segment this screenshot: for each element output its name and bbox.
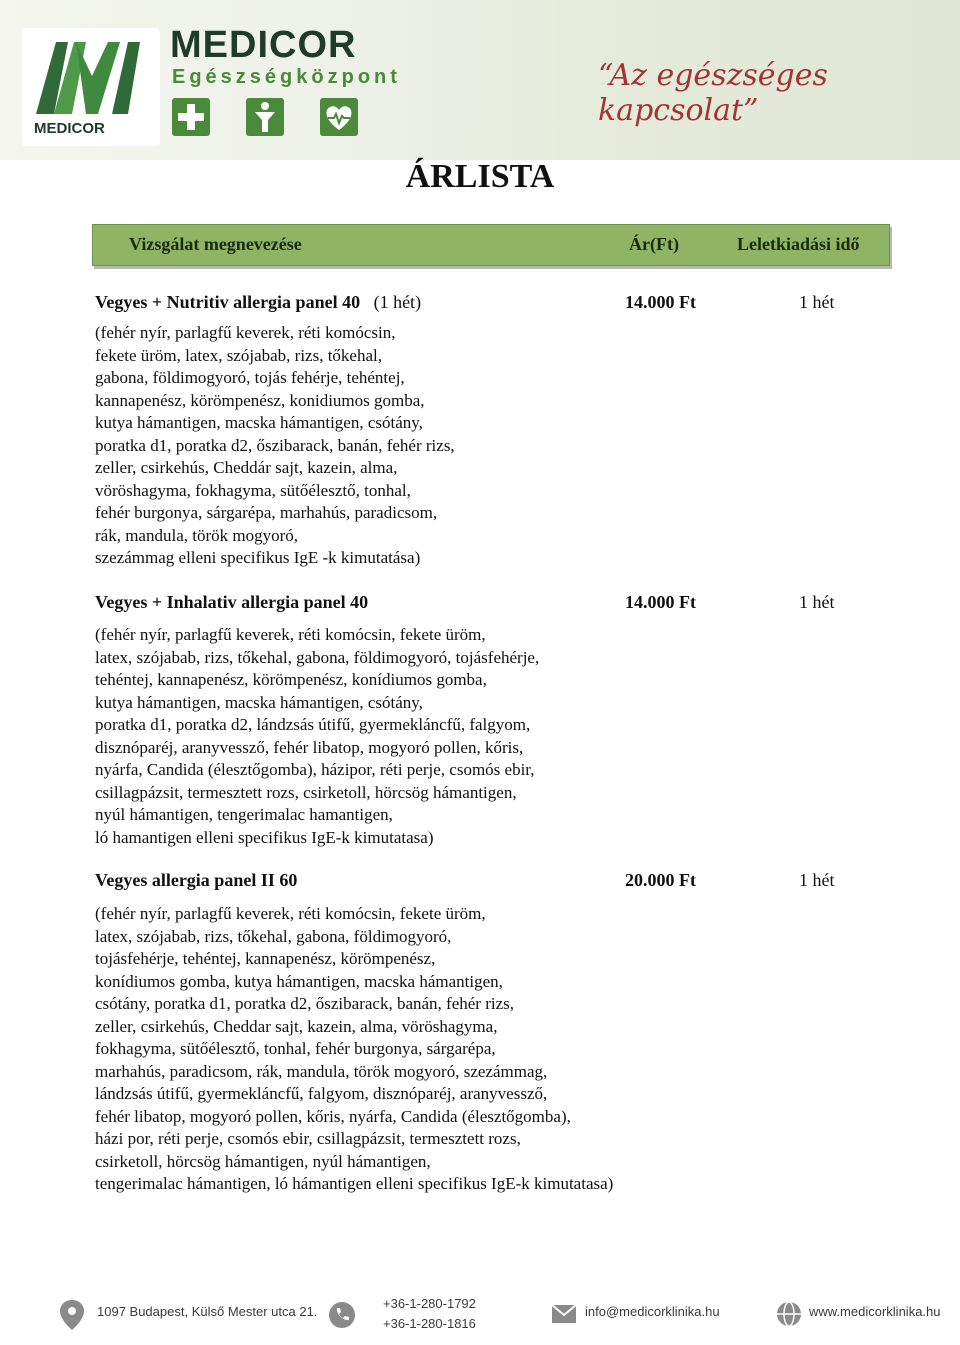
item-name: Vegyes + Nutritiv allergia panel 40 [95,292,361,312]
desc-line: gabona, földimogyoró, tojás fehérje, tehéntej, [95,368,405,387]
desc-line: tehéntej, kannapenész, körömpenész, konídiumos gomba, [95,670,487,689]
desc-line: poratka d1, poratka d2, lándzsás útifű, gyermekláncfű, falgyom, [95,715,531,734]
desc-line: fekete üröm, latex, szójabab, rizs, tőkehal, [95,345,382,365]
slogan: “Az egészséges kapcsolat” [598,58,828,128]
phone-icon [327,1300,357,1330]
item-note: (1 hét) [373,292,422,312]
item-price: 14.000 Ft [625,292,696,312]
item-title [95,292,421,313]
item-name: Vegyes allergia panel II 60 [95,870,298,890]
item-description [95,624,539,849]
footer-phone-2[interactable]: +36-1-280-1816 [383,1316,476,1331]
item-time: 1 hét [799,870,835,890]
page-header [0,0,960,160]
item-time: 1 hét [799,292,835,312]
desc-line: csirketoll, hörcsög hámantigen, nyúl hámantigen, [95,1151,431,1171]
desc-line: (fehér nyír, parlagfű keverek, réti komócsin, fekete üröm, [95,904,486,923]
desc-line: nyúl hámantigen, tengerimalac hamantigen, [95,805,393,824]
desc-line: szezámmag elleni specifikus IgE -k kimutatása) [95,548,421,567]
desc-line: nyárfa, Candida (élesztőgomba), házipor, réti perje, csomós ebir, [95,760,535,779]
desc-line: fehér burgonya, sárgarépa, marhahús, paradicsom, [95,503,438,522]
desc-line: csótány, poratka d1, poratka d2, őszibarack, banán, fehér rizs, [95,994,515,1013]
desc-line: poratka d1, poratka d2, őszibarack, banán, fehér rizs, [95,435,455,455]
page-footer [55,1290,941,1342]
desc-line: latex, szójabab, rizs, tőkehal, gabona, földimogyoró, [95,926,452,946]
item-title [95,592,368,613]
brand-subtitle: Egészségközpont [172,66,401,88]
table-header [92,224,890,266]
desc-line: zeller, csirkehús, Cheddár sajt, kazein, alma, [95,458,398,477]
item-description [95,322,455,570]
page-title: ÁRLISTA [405,158,555,195]
desc-line: vöröshagyma, fokhagyma, sütőélesztő, tonhal, [95,480,411,500]
desc-line: rák, mandula, török mogyoró, [95,525,299,545]
item-name: Vegyes + Inhalativ allergia panel 40 [95,592,369,612]
item-time: 1 hét [799,592,835,612]
medicor-logo [22,28,160,146]
header-price: Ár(Ft) [629,234,679,254]
item-title [95,870,297,891]
desc-line: latex, szójabab, rizs, tőkehal, gabona, földimogyoró, tojásfehérje, [95,647,540,667]
desc-line: házi por, réti perje, csomós ebir, csillagpázsit, termesztett rozs, [95,1129,521,1148]
desc-line: konídiumos gomba, kutya hámantigen, macska hámantigen, [95,971,503,991]
desc-line: ló hamantigen elleni specifikus IgE-k kimutatasa) [95,827,434,847]
item-price: 14.000 Ft [625,592,696,612]
desc-line: fehér libatop, mogyoró pollen, kőris, nyárfa, Candida (élesztőgomba), [95,1106,571,1126]
desc-line: marhahús, paradicsom, rák, mandula, török mogyoró, szezámmag, [95,1061,548,1081]
desc-line: disznóparéj, aranyvessző, fehér libatop, mogyoró pollen, kőris, [95,737,524,757]
footer-web[interactable]: www.medicorklinika.hu [809,1304,941,1319]
heart-icon [320,98,358,136]
desc-line: csillagpázsit, termesztett rozs, csirketoll, hörcsög hámantigen, [95,782,517,802]
footer-email[interactable]: info@medicorklinika.hu [585,1304,720,1319]
desc-line: tengerimalac hámantigen, ló hámantigen elleni specifikus IgE-k kimutatasa) [95,1174,614,1193]
desc-line: fokhagyma, sütőélesztő, tonhal, fehér burgonya, sárgarépa, [95,1039,496,1058]
service-icons [172,98,362,140]
logo-mark-icon [32,36,150,116]
footer-phone-1[interactable]: +36-1-280-1792 [383,1296,476,1311]
envelope-icon [551,1304,577,1324]
desc-line: zeller, csirkehús, Cheddar sajt, kazein, alma, vöröshagyma, [95,1016,498,1036]
plus-icon [172,98,210,136]
globe-icon [775,1300,803,1328]
item-price: 20.000 Ft [625,870,696,890]
desc-line: tojásfehérje, tehéntej, kannapenész, körömpenész, [95,949,436,968]
desc-line: (fehér nyír, parlagfű keverek, réti komócsin, [95,323,396,342]
logo-text: MEDICOR [34,120,105,137]
item-description [95,903,613,1196]
header-name: Vizsgálat megnevezése [129,234,302,254]
desc-line: lándzsás útifű, gyermekláncfű, falgyom, disznóparéj, aranyvessző, [95,1084,548,1103]
footer-address: 1097 Budapest, Külső Mester utca 21. [97,1304,318,1319]
header-time: Leletkiadási idő [737,234,860,254]
desc-line: kutya hámantigen, macska hámantigen, csótány, [95,692,423,712]
desc-line: (fehér nyír, parlagfű keverek, réti komócsin, fekete üröm, [95,625,486,644]
desc-line: kutya hámantigen, macska hámantigen, csótány, [95,413,423,432]
location-pin-icon [57,1298,87,1332]
person-icon [246,98,284,136]
brand-name: MEDICOR [170,24,357,66]
desc-line: kannapenész, körömpenész, konidiumos gomba, [95,390,425,410]
